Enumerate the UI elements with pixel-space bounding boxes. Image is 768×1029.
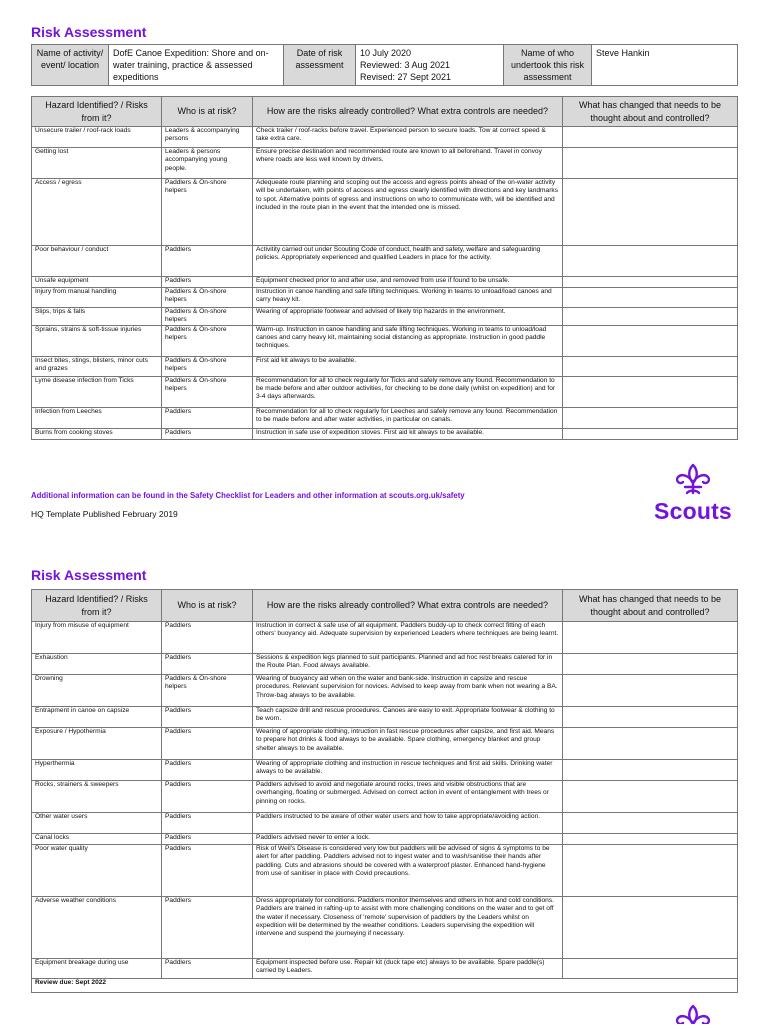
cell-hazard: Entrapment in canoe on capsize (32, 707, 162, 728)
cell-changes (563, 728, 738, 760)
cell-controls: Paddlers instructed to be aware of other water users and how to take appropriate/avoiding action. (253, 813, 563, 834)
cell-hazard: Getting lost (32, 148, 162, 179)
cell-who: Paddlers (162, 959, 253, 979)
cell-changes (563, 179, 738, 246)
cell-changes (563, 148, 738, 179)
cell-controls: Sessions & expedition legs planned to suit participants. Planned and ad hoc rest breaks catered for in the Route Plan. Food always available. (253, 654, 563, 675)
page1-title: Risk Assessment (31, 24, 147, 40)
cell-hazard: Slips, trips & falls (32, 308, 162, 326)
cell-hazard: Adverse weather conditions (32, 897, 162, 959)
cell-changes (563, 356, 738, 376)
activity-value: DofE Canoe Expedition: Shore and on-water training, practice & assessed expeditions (109, 45, 284, 86)
cell-changes (563, 834, 738, 845)
review-due: Review due: Sept 2022 (32, 979, 738, 993)
table-row (32, 288, 738, 308)
cell-changes (563, 813, 738, 834)
cell-controls: Instruction in canoe handling and safe lifting techniques. Working in teams to unload/load canoes and carry heavy kit. (253, 288, 563, 308)
cell-hazard: Exposure / Hypothermia (32, 728, 162, 760)
cell-who: Paddlers & On-shore helpers (162, 325, 253, 356)
cell-who: Paddlers & On-shore helpers (162, 376, 253, 407)
cell-controls: Warm-up. Instruction in canoe handling and safe lifting techniques. Working in teams to unload/load canoes and carry heavy kit, maintaining social distancing as appropriate. Instruction in good paddle techniques. (253, 325, 563, 356)
date-value (356, 45, 504, 86)
cell-controls: Wearing of buoyancy aid when on the water and bank-side. Instruction in capsize and rescue procedures. Relevant supervision for novices. Advised to keep away from bank when not wearing a BA. Throw-bag always to be available. (253, 675, 563, 707)
cell-changes (563, 277, 738, 288)
cell-changes (563, 760, 738, 781)
cell-controls: Recommendation for all to check regularly for Leeches and safely remove any found. Recommendation to be made before and after water activities, in particular on canals. (253, 407, 563, 428)
cell-hazard: Insect bites, stings, blisters, minor cuts and grazes (32, 356, 162, 376)
scouts-logo-partial (672, 1004, 714, 1029)
cell-who: Paddlers (162, 428, 253, 439)
table-row (32, 675, 738, 707)
cell-who: Paddlers (162, 728, 253, 760)
cell-who: Paddlers (162, 781, 253, 813)
header-who: Who is at risk? (162, 97, 253, 127)
cell-hazard: Lyme disease infection from Ticks (32, 376, 162, 407)
cell-changes (563, 376, 738, 407)
cell-changes (563, 308, 738, 326)
table-row (32, 813, 738, 834)
table-row (32, 148, 738, 179)
header-who: Who is at risk? (162, 590, 253, 622)
table-row (32, 897, 738, 959)
cell-controls: Paddlers advised never to enter a lock. (253, 834, 563, 845)
cell-hazard: Other water users (32, 813, 162, 834)
cell-hazard: Access / egress (32, 179, 162, 246)
cell-changes (563, 845, 738, 897)
cell-hazard: Rocks, strainers & sweepers (32, 781, 162, 813)
cell-who: Paddlers (162, 834, 253, 845)
cell-who: Paddlers (162, 277, 253, 288)
header-hazard: Hazard Identified? / Risks from it? (32, 97, 162, 127)
table-row (32, 407, 738, 428)
cell-hazard: Unsafe equipment (32, 277, 162, 288)
cell-who: Paddlers (162, 246, 253, 277)
cell-who: Paddlers (162, 813, 253, 834)
meta-table (31, 44, 738, 86)
cell-who: Paddlers (162, 622, 253, 654)
cell-controls: Risk of Weil's Disease is considered very low but paddlers will be advised of signs & symptoms to be alert for after paddling. Paddlers advised not to ingest water and to wash/sanitise their hands after paddling. Cuts and abrasions should be covered with a waterproof plaster. Enhanced hand-hygiene from use of sanitiser in place with Covid precautions. (253, 845, 563, 897)
info-link-text: Additional information can be found in the Safety Checklist for Leaders and other information at scouts.org.uk/safety (31, 491, 465, 500)
cell-controls: Recommendation for all to check regularly for Ticks and safely remove any found. Recommendation to be made before and after outdoor activities, for checking to be done daily (whilst on expedition) and for 3-4 days afterwards. (253, 376, 563, 407)
cell-who: Paddlers & On-shore helpers (162, 675, 253, 707)
cell-hazard: Canal locks (32, 834, 162, 845)
cell-changes (563, 407, 738, 428)
table-row (32, 179, 738, 246)
cell-who: Paddlers (162, 654, 253, 675)
cell-controls: Instruction in safe use of expedition stoves. First aid kit always to be available. (253, 428, 563, 439)
cell-changes (563, 428, 738, 439)
cell-changes (563, 127, 738, 148)
cell-changes (563, 959, 738, 979)
cell-who: Paddlers & On-shore helpers (162, 356, 253, 376)
cell-controls: Check trailer / roof-racks before travel. Experienced person to secure loads. Tow at correct speed & take extra care. (253, 127, 563, 148)
table-row (32, 622, 738, 654)
date-line: Revised: 27 Sept 2021 (360, 72, 452, 82)
table-row (32, 760, 738, 781)
header-changes: What has changed that needs to be thought about and controlled? (563, 590, 738, 622)
table-row (32, 845, 738, 897)
date-line: Reviewed: 3 Aug 2021 (360, 60, 451, 70)
cell-who: Leaders & persons accompanying young people. (162, 148, 253, 179)
table-row (32, 325, 738, 356)
cell-changes (563, 897, 738, 959)
table-row (32, 246, 738, 277)
fleur-de-lis-icon (672, 1004, 714, 1024)
fleur-de-lis-icon (672, 463, 714, 495)
cell-who: Leaders & accompanying persons (162, 127, 253, 148)
cell-hazard: Injury from manual handling (32, 288, 162, 308)
cell-who: Paddlers & On-shore helpers (162, 308, 253, 326)
cell-controls: Teach capsize drill and rescue procedures. Canoes are easy to exit. Appropriate footwear & clothing to be worn. (253, 707, 563, 728)
table-row (32, 959, 738, 979)
header-controls: How are the risks already controlled? What extra controls are needed? (253, 590, 563, 622)
table-row (32, 376, 738, 407)
cell-changes (563, 675, 738, 707)
cell-changes (563, 622, 738, 654)
hq-template-text: HQ Template Published February 2019 (31, 509, 178, 519)
cell-hazard: Exhaustion (32, 654, 162, 675)
cell-controls: Paddlers advised to avoid and negotiate around rocks, trees and visible obstructions that are overhanging, floating or submerged. Advised on correct action in event of entanglement with trees or pinning on rocks. (253, 781, 563, 813)
cell-changes (563, 288, 738, 308)
activity-label: Name of activity/ event/ location (32, 45, 109, 86)
cell-controls: Ensure precise destination and recommended route are known to all beforehand. Travel in convoy where roads are less well known by drivers. (253, 148, 563, 179)
cell-controls: Equipment checked prior to and after use, and removed from use if found to be unsafe. (253, 277, 563, 288)
cell-controls: Wearing of appropriate footwear and advised of likely trip hazards in the environment. (253, 308, 563, 326)
cell-controls: Wearing of appropriate clothing, intruction in fast rescue procedures after capsize, and first aid. Means to prepare hot drinks & food always to be available. Spare clothing, emergency blanket and group shelter always to be available. (253, 728, 563, 760)
table-row (32, 654, 738, 675)
table-row (32, 781, 738, 813)
table-row (32, 127, 738, 148)
cell-hazard: Injury from misuse of equipment (32, 622, 162, 654)
cell-hazard: Burns from cooking stoves (32, 428, 162, 439)
cell-who: Paddlers & On-shore helpers (162, 288, 253, 308)
table-row (32, 834, 738, 845)
cell-who: Paddlers & On-shore helpers (162, 179, 253, 246)
scouts-logo (651, 463, 735, 525)
cell-hazard: Infection from Leeches (32, 407, 162, 428)
scouts-logo-text: Scouts (654, 498, 732, 524)
cell-who: Paddlers (162, 707, 253, 728)
cell-hazard: Hyperthermia (32, 760, 162, 781)
cell-controls: Adequeate route planning and scoping out the access and egress points ahead of the on-water activity will be undertaken, with points of access and egress clearly identified with directions and key landmarks to spot. Alternative points of egress and instructions on who to communicate with, will be identified and included in the route plan in the event that the intended one is missed. (253, 179, 563, 246)
hazard-table-2 (31, 589, 738, 993)
date-label: Date of risk assessment (284, 45, 356, 86)
cell-hazard: Poor behaviour / conduct (32, 246, 162, 277)
cell-changes (563, 707, 738, 728)
cell-who: Paddlers (162, 407, 253, 428)
cell-hazard: Sprains, strains & soft-tissue injuries (32, 325, 162, 356)
cell-who: Paddlers (162, 760, 253, 781)
header-changes: What has changed that needs to be thought about and controlled? (563, 97, 738, 127)
cell-hazard: Equipment breakage during use (32, 959, 162, 979)
cell-controls: First aid kit always to be available. (253, 356, 563, 376)
table-row (32, 356, 738, 376)
cell-hazard: Drowning (32, 675, 162, 707)
who-value: Steve Hankin (592, 45, 738, 86)
cell-controls: Equipment inspected before use. Repair kit (duck tape etc) always to be available. Spare paddle(s) carried by Leaders. (253, 959, 563, 979)
table-row (32, 728, 738, 760)
cell-hazard: Unsecure trailer / roof-rack loads (32, 127, 162, 148)
who-label: Name of who undertook this risk assessment (504, 45, 592, 86)
table-row (32, 428, 738, 439)
cell-hazard: Poor water quality (32, 845, 162, 897)
cell-changes (563, 246, 738, 277)
cell-who: Paddlers (162, 897, 253, 959)
table-row (32, 277, 738, 288)
date-line: 10 July 2020 (360, 48, 412, 58)
cell-controls: Wearing of appropriate clothing and instruction in rescue techniques and first aid skills. Drinking water always to be available. (253, 760, 563, 781)
table-row (32, 308, 738, 326)
header-hazard: Hazard Identified? / Risks from it? (32, 590, 162, 622)
table-row (32, 707, 738, 728)
cell-changes (563, 325, 738, 356)
cell-controls: Instruction in correct & safe use of all equipment. Paddlers buddy-up to check correct fitting of each others' buoyancy aid. Adequate supervision by experienced Leaders where techniques are being learnt. (253, 622, 563, 654)
hazard-table-1 (31, 96, 738, 440)
cell-controls: Dress appropriately for conditions. Paddlers monitor themselves and others in hot and cold conditions. Paddlers are trained in rafting-up to assist with more challenging conditions on the water and to get off the water if necessary. Closeness of 'remote' supervision of paddlers by the Leaders whilst on expedition will be determined by the weather conditions. Leaders supervising the expedition will intervene and suspend the journeying if necessary. (253, 897, 563, 959)
cell-changes (563, 781, 738, 813)
page2-title: Risk Assessment (31, 567, 147, 583)
cell-who: Paddlers (162, 845, 253, 897)
header-controls: How are the risks already controlled? What extra controls are needed? (253, 97, 563, 127)
cell-controls: Activitity carried out under Scouting Code of conduct, health and safety, welfare and safeguarding policies. Appropriately experienced and qualified Leaders in place for the activity. (253, 246, 563, 277)
cell-changes (563, 654, 738, 675)
